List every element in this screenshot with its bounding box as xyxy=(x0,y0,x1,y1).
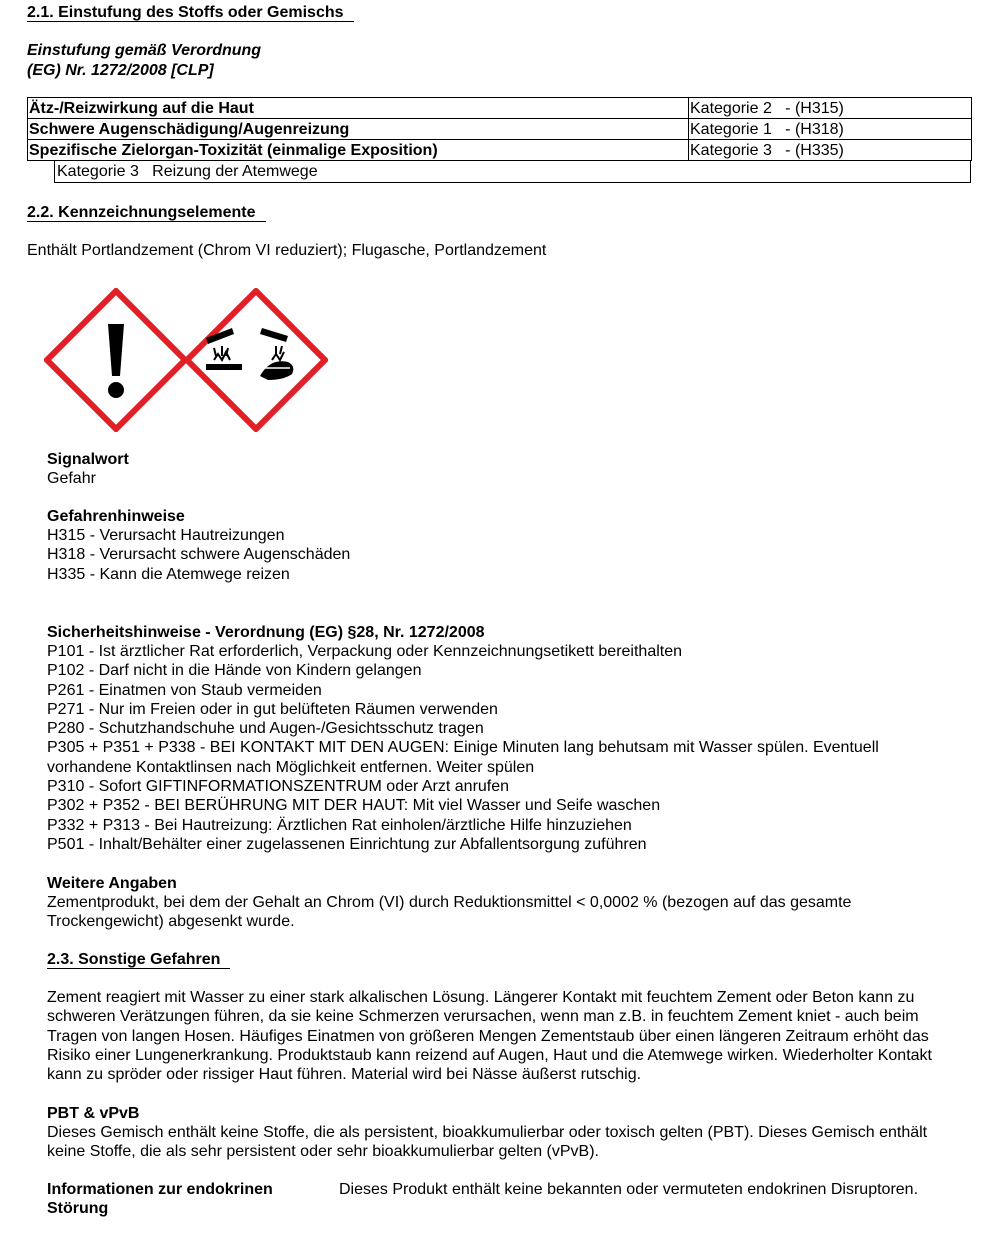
text-line: keine Stoffe, die als sehr persistent oder sehr bioakkumulierbar gelten (vPvB). xyxy=(47,1143,599,1161)
list-item: vorhandene Kontaktlinsen nach Möglichkeit entfernen. Weiter spülen xyxy=(47,758,535,776)
table-subrow xyxy=(54,161,971,183)
list-item: P501 - Inhalt/Behälter einer zugelassenen Einrichtung zur Abfallentsorgung zuführen xyxy=(47,835,647,853)
list-item: P302 + P352 - BEI BERÜHRUNG MIT DER HAUT: Mit viel Wasser und Seife waschen xyxy=(47,797,661,815)
precautionary-statements-heading: Sicherheitshinweise - Verordnung (EG) §28, Nr. 1272/2008 xyxy=(47,624,485,641)
hazard-category-cell: Kategorie 3 - (H335) xyxy=(690,142,844,159)
pbt-text xyxy=(47,1123,927,1162)
other-hazards-paragraph xyxy=(47,988,932,1084)
hazard-statements-list xyxy=(47,526,350,584)
contains-text: Enthält Portlandzement (Chrom VI reduziert); Flugasche, Portlandzement xyxy=(27,242,547,259)
clp-label-line-1: Einstufung gemäß Verordnung xyxy=(27,42,262,59)
section-2-1-heading: 2.1. Einstufung des Stoffs oder Gemischs xyxy=(27,4,354,22)
table-row xyxy=(28,140,971,160)
endocrine-label-line-2: Störung xyxy=(47,1200,109,1218)
endocrine-value: Dieses Produkt enthält keine bekannten oder vermuteten endokrinen Disruptoren. xyxy=(339,1181,919,1198)
list-item: H335 - Kann die Atemwege reizen xyxy=(47,565,290,583)
list-item: P101 - Ist ärztlicher Rat erforderlich, Verpackung oder Kennzeichnungsetikett bereithalten xyxy=(47,643,683,660)
text-line: Dieses Gemisch enthält keine Stoffe, die als persistent, bioakkumulierbar oder toxisch gelten (PBT). Dieses Gemisch enthält xyxy=(47,1124,928,1141)
hazard-class-cell: Ätz-/Reizwirkung auf die Haut xyxy=(28,98,689,118)
clp-label-line-2: (EG) Nr. 1272/2008 [CLP] xyxy=(27,62,214,79)
ghs-pictograms xyxy=(44,288,328,432)
corrosion-icon xyxy=(187,291,325,429)
list-item: P271 - Nur im Freien oder in gut belüfteten Räumen verwenden xyxy=(47,700,498,718)
list-item: P332 + P313 - Bei Hautreizung: Ärztlichen Rat einholen/ärztliche Hilfe hinzuziehen xyxy=(47,816,632,834)
text-line: kann zu spröder oder rissiger Haut führen. Material wird bei Nässe äußerst rutschig. xyxy=(47,1066,642,1084)
list-item: P280 - Schutzhandschuhe und Augen-/Gesichtsschutz tragen xyxy=(47,720,484,738)
precautionary-statements-list xyxy=(47,642,879,854)
list-item: P310 - Sofort GIFTINFORMATIONSZENTRUM oder Arzt anrufen xyxy=(47,778,510,796)
text-line: Zementprodukt, bei dem der Gehalt an Chrom (VI) durch Reduktionsmittel < 0,0002 % (bezogen auf das gesamte xyxy=(47,894,852,911)
hazard-statements-heading: Gefahrenhinweise xyxy=(47,508,185,525)
text-line: Zement reagiert mit Wasser zu einer stark alkalischen Lösung. Längerer Kontakt mit feuchtem Zement oder Beton kann zu xyxy=(47,989,915,1006)
section-2-3-heading: 2.3. Sonstige Gefahren xyxy=(47,951,230,969)
list-item: H315 - Verursacht Hautreizungen xyxy=(47,527,285,544)
hazard-category-cell: Kategorie 2 - (H315) xyxy=(690,100,844,117)
table-row xyxy=(28,98,971,119)
exclamation-mark-icon xyxy=(47,291,185,429)
table-row xyxy=(28,119,971,140)
section-2-2-heading: 2.2. Kennzeichnungselemente xyxy=(27,204,266,222)
endocrine-label xyxy=(47,1180,273,1219)
pbt-heading: PBT & vPvB xyxy=(47,1105,140,1122)
text-line: Tragen von langen Hosen. Häufiges Einatmen von größeren Mengen Zementstaub über einen längeren Zeitraum erhöht das xyxy=(47,1027,929,1045)
list-item: P305 + P351 + P338 - BEI KONTAKT MIT DEN AUGEN: Einige Minuten lang behutsam mit Wasser spülen. Eventuell xyxy=(47,739,879,757)
list-item: P102 - Darf nicht in die Hände von Kindern gelangen xyxy=(47,662,422,680)
list-item: P261 - Einatmen von Staub vermeiden xyxy=(47,681,322,699)
text-line: Risiko einer Lungenerkrankung. Produktstaub kann reizend auf Augen, Haut und die Atemwege wirken. Wiederholter Kontakt xyxy=(47,1046,932,1064)
hazard-category-cell: Kategorie 1 - (H318) xyxy=(690,121,844,138)
text-line: schweren Verätzungen führen, da sie keine Schmerzen verursachen, wenn man z.B. in feuchtem Zement kniet - auch beim xyxy=(47,1008,919,1026)
text-line: Trockengewicht) abgesenkt wurde. xyxy=(47,913,295,931)
further-info-text xyxy=(47,893,851,932)
signal-word-heading: Signalwort xyxy=(47,451,129,468)
subrow-text: Kategorie 3 Reizung der Atemwege xyxy=(57,163,318,180)
further-info-heading: Weitere Angaben xyxy=(47,875,177,892)
hazard-class-cell: Schwere Augenschädigung/Augenreizung xyxy=(28,119,689,139)
hazard-class-cell: Spezifische Zielorgan-Toxizität (einmalige Exposition) xyxy=(28,140,689,160)
signal-word-value: Gefahr xyxy=(47,470,96,487)
list-item: H318 - Verursacht schwere Augenschäden xyxy=(47,546,351,564)
endocrine-label-line-1: Informationen zur endokrinen xyxy=(47,1181,273,1198)
classification-table xyxy=(27,97,972,161)
